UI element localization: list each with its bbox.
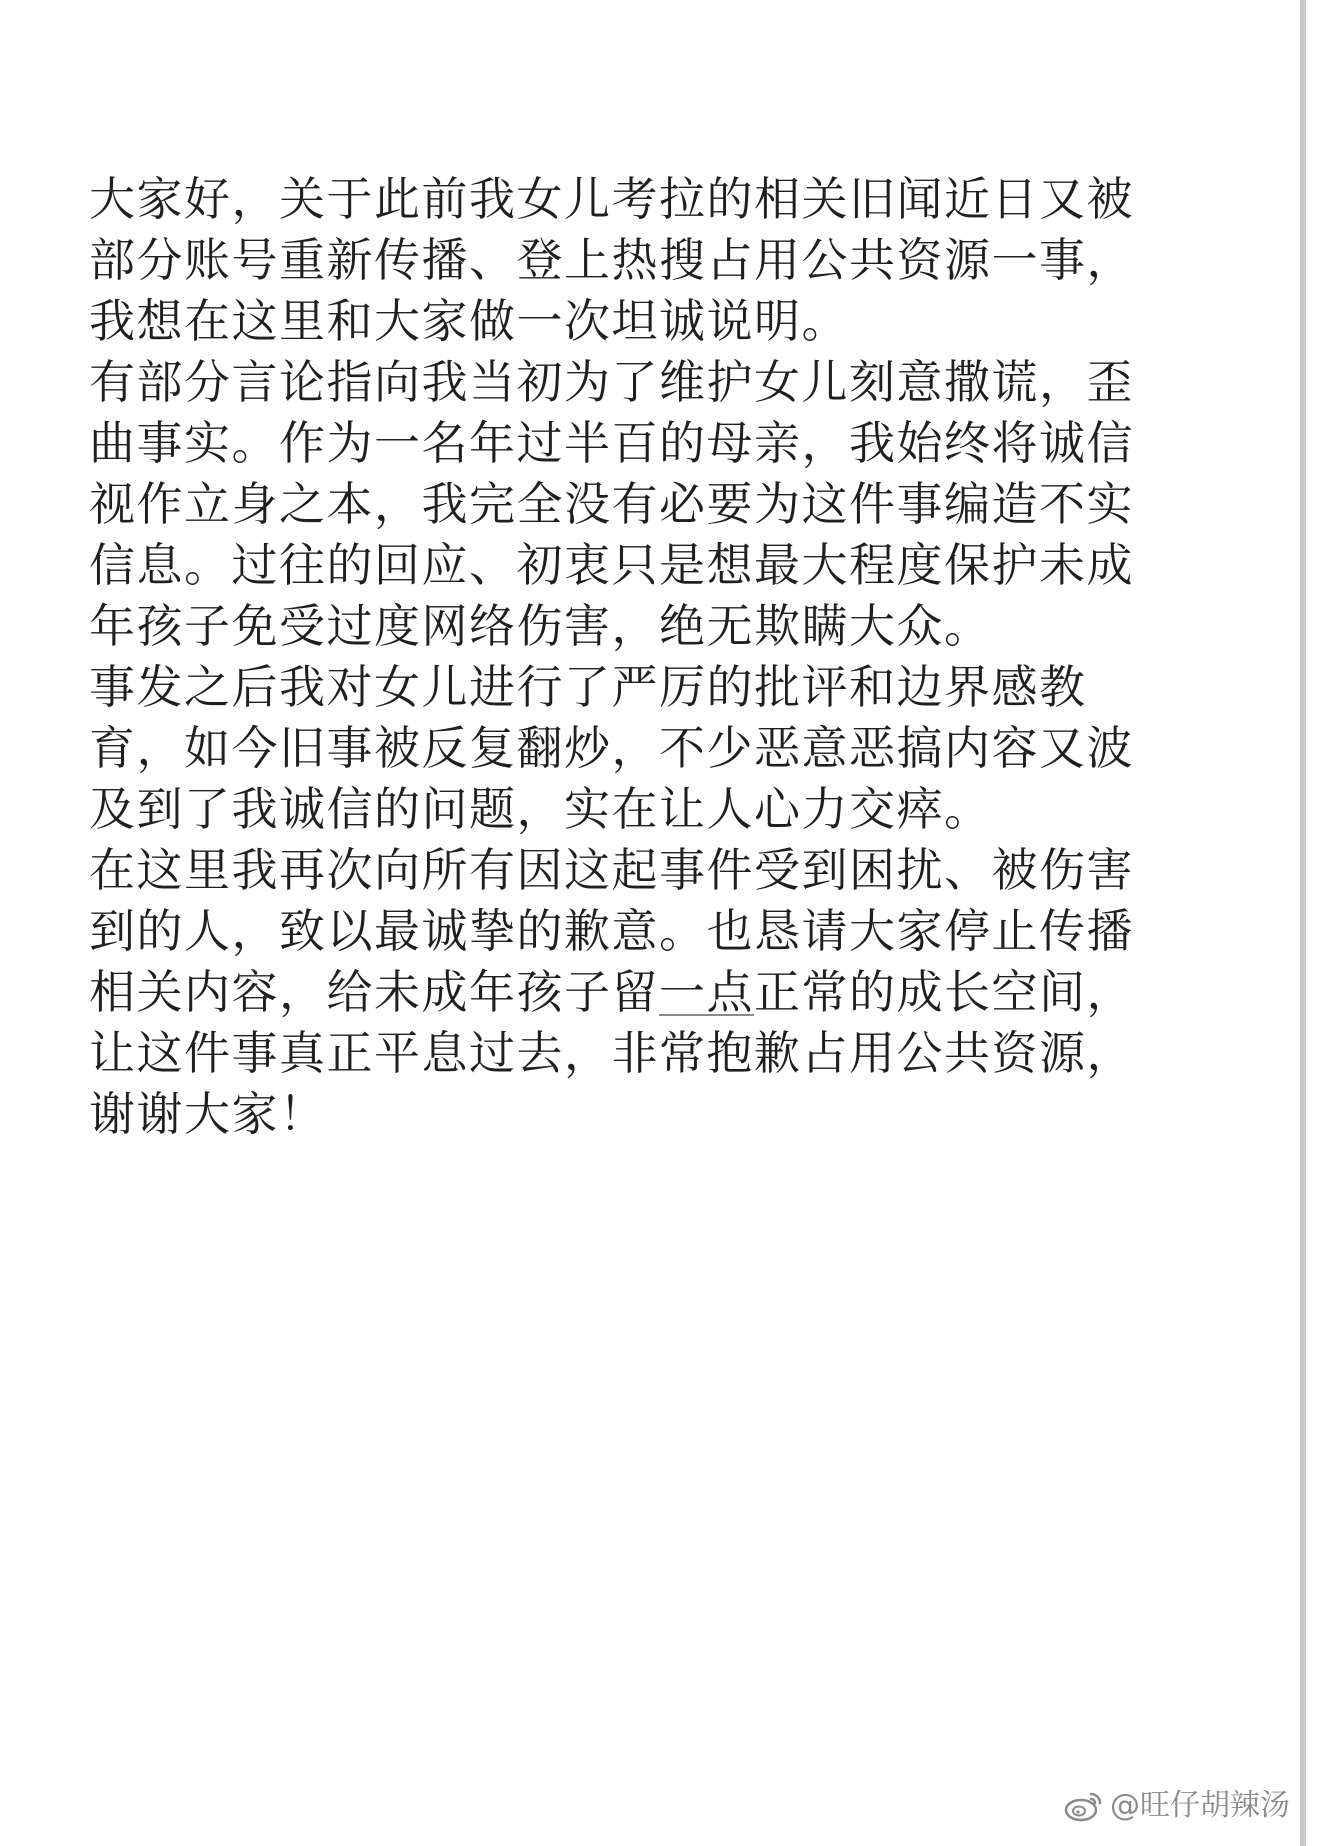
statement-line: 我想在这里和大家做一次坦诚说明。 <box>89 294 849 348</box>
statement-line: 及到了我诚信的问题，实在让人心力交瘁。 <box>89 782 992 836</box>
scrollbar[interactable] <box>1300 0 1306 1846</box>
statement-fragment: 正常的成长空间， <box>754 965 1134 1019</box>
statement-line: 到的人，致以最诚挚的歉意。也恳请大家停止传播 <box>89 904 1134 958</box>
statement-line: 年孩子免受过度网络伤害，绝无欺瞒大众。 <box>89 599 992 653</box>
weibo-icon <box>1064 1790 1104 1822</box>
statement-line: 信息。过往的回应、初衷只是想最大程度保护未成 <box>89 538 1134 592</box>
statement-line: 有部分言论指向我当初为了维护女儿刻意撒谎，歪 <box>89 355 1134 409</box>
watermark <box>1064 1786 1290 1826</box>
statement-line <box>89 962 1209 1023</box>
statement-line: 谢谢大家！ <box>89 1087 327 1141</box>
watermark-username: @旺仔胡辣汤 <box>1110 1788 1290 1823</box>
statement-text <box>89 169 1209 1145</box>
statement-line: 曲事实。作为一名年过半百的母亲，我始终将诚信 <box>89 416 1134 470</box>
statement-line: 在这里我再次向所有因这起事件受到困扰、被伤害 <box>89 843 1134 897</box>
statement-fragment: 相关内容，给未成年孩子留 <box>89 965 659 1019</box>
statement-line: 部分账号重新传播、登上热搜占用公共资源一事， <box>89 233 1134 287</box>
statement-line: 事发之后我对女儿进行了严厉的批评和边界感教 <box>89 660 1087 714</box>
statement-line: 让这件事真正平息过去，非常抱歉占用公共资源， <box>89 1026 1134 1080</box>
underlined-text: 一点 <box>659 965 754 1019</box>
statement-line: 大家好，关于此前我女儿考拉的相关旧闻近日又被 <box>89 172 1134 226</box>
statement-line: 视作立身之本，我完全没有必要为这件事编造不实 <box>89 477 1134 531</box>
statement-line: 育，如今旧事被反复翻炒，不少恶意恶搞内容又波 <box>89 721 1134 775</box>
